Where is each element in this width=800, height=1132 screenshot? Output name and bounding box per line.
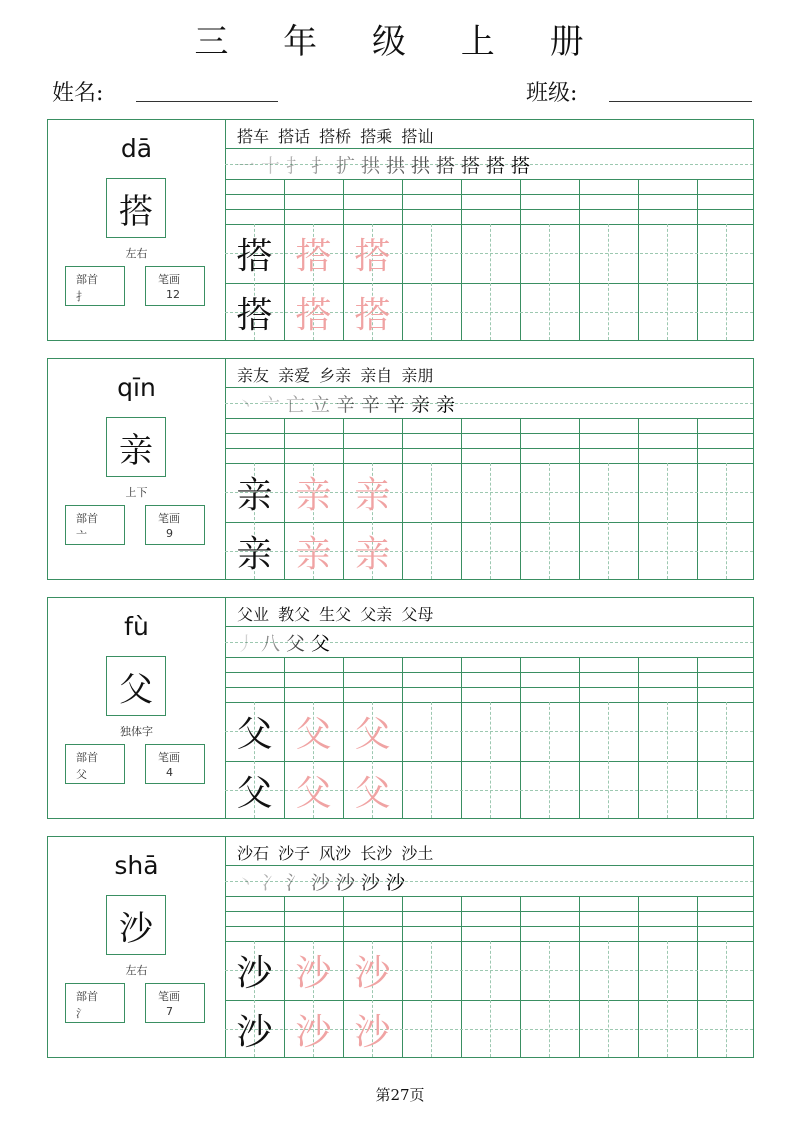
empty-writing-cell[interactable] — [697, 283, 756, 342]
radical-box — [65, 505, 125, 545]
character-info-panel — [48, 120, 226, 340]
stroke-step: 搭 — [460, 155, 480, 177]
class-label: 班级: — [526, 81, 578, 106]
trace-character: 沙 — [354, 1012, 391, 1053]
strokes-value: 7 — [166, 1005, 173, 1018]
empty-writing-cell[interactable] — [638, 1000, 697, 1059]
stroke-step: 搭 — [510, 155, 530, 177]
trace-character: 沙 — [295, 953, 332, 994]
grid-line — [225, 896, 753, 897]
empty-writing-cell[interactable] — [638, 522, 697, 581]
strokes-value: 9 — [166, 527, 173, 540]
stroke-step: 扌 — [310, 155, 330, 177]
structure-text: 左右 — [125, 964, 148, 977]
name-label: 姓名: — [52, 81, 104, 106]
stroke-step: 氵 — [285, 872, 305, 894]
stroke-order-sequence — [233, 393, 458, 417]
empty-writing-cell[interactable] — [697, 522, 756, 581]
structure-text: 上下 — [125, 486, 148, 499]
radical-box — [65, 983, 125, 1023]
empty-writing-cell[interactable] — [638, 224, 697, 283]
stroke-step: 亲 — [410, 394, 430, 416]
pinyin-text: shā — [114, 851, 159, 880]
character-display-box: 亲 — [106, 417, 166, 477]
empty-writing-cell[interactable] — [638, 761, 697, 820]
empty-writing-cell[interactable] — [520, 761, 579, 820]
radical-value: 父 — [76, 768, 87, 781]
grid-line — [225, 926, 753, 927]
stroke-step: 立 — [310, 394, 330, 416]
trace-character: 搭 — [295, 295, 332, 336]
empty-writing-cell[interactable] — [461, 1000, 520, 1059]
page-number: 第27页 — [375, 1086, 425, 1104]
empty-writing-cell[interactable] — [638, 283, 697, 342]
grid-line — [225, 194, 753, 195]
model-character: 亲 — [236, 475, 273, 516]
strokes-label: 笔画 — [158, 273, 180, 286]
radical-box — [65, 744, 125, 784]
model-character: 父 — [236, 714, 273, 755]
stroke-step: 拱 — [385, 155, 405, 177]
model-character: 沙 — [236, 953, 273, 994]
character-block — [47, 836, 754, 1058]
radical-label: 部首 — [76, 990, 98, 1003]
stroke-step: 父 — [310, 633, 330, 655]
grid-line — [225, 672, 753, 673]
structure-text: 独体字 — [120, 725, 153, 738]
practice-area — [225, 598, 753, 818]
stroke-step: 沙 — [335, 872, 355, 894]
empty-writing-cell[interactable] — [697, 463, 756, 522]
empty-writing-cell[interactable] — [461, 463, 520, 522]
stroke-step: 搭 — [485, 155, 505, 177]
character-display-box: 沙 — [106, 895, 166, 955]
stroke-step: 扩 — [335, 155, 355, 177]
stroke-step: 丶 — [235, 394, 255, 416]
page-title: 三 年 级 上 册 — [194, 22, 606, 62]
radical-label: 部首 — [76, 512, 98, 525]
stroke-order-sequence — [233, 871, 408, 895]
empty-writing-cell[interactable] — [520, 941, 579, 1000]
trace-character: 沙 — [295, 1012, 332, 1053]
empty-writing-cell[interactable] — [461, 941, 520, 1000]
name-input-line[interactable] — [136, 101, 278, 102]
trace-character: 父 — [354, 773, 391, 814]
model-character: 亲 — [236, 534, 273, 575]
strokes-label: 笔画 — [158, 751, 180, 764]
character-block — [47, 597, 754, 819]
empty-writing-cell[interactable] — [579, 463, 638, 522]
empty-writing-cell[interactable] — [520, 224, 579, 283]
stroke-step: 辛 — [385, 394, 405, 416]
stroke-step: 沙 — [360, 872, 380, 894]
empty-writing-cell[interactable] — [579, 224, 638, 283]
practice-area — [225, 359, 753, 579]
empty-writing-cell[interactable] — [461, 283, 520, 342]
empty-writing-cell[interactable] — [402, 224, 461, 283]
empty-writing-cell[interactable] — [461, 224, 520, 283]
empty-writing-cell[interactable] — [697, 702, 756, 761]
stroke-step: 辛 — [335, 394, 355, 416]
radical-label: 部首 — [76, 751, 98, 764]
stroke-step: 十 — [260, 155, 280, 177]
grid-line — [225, 387, 753, 388]
stroke-step: 八 — [260, 633, 280, 655]
empty-writing-cell[interactable] — [520, 463, 579, 522]
strokes-value: 4 — [166, 766, 173, 779]
radical-box — [65, 266, 125, 306]
stroke-step: 亠 — [260, 394, 280, 416]
trace-character: 父 — [354, 714, 391, 755]
character-info-panel — [48, 837, 226, 1057]
stroke-step: 冫 — [260, 872, 280, 894]
stroke-step: 父 — [285, 633, 305, 655]
empty-writing-cell[interactable] — [461, 522, 520, 581]
trace-character: 父 — [295, 714, 332, 755]
empty-writing-cell[interactable] — [638, 702, 697, 761]
trace-character: 父 — [295, 773, 332, 814]
pinyin-text: dā — [120, 134, 153, 163]
trace-character: 亲 — [295, 534, 332, 575]
character-info-panel — [48, 598, 226, 818]
empty-writing-cell[interactable] — [579, 283, 638, 342]
character-info-panel — [48, 359, 226, 579]
empty-writing-cell[interactable] — [402, 941, 461, 1000]
trace-character: 亲 — [354, 475, 391, 516]
trace-character: 沙 — [354, 953, 391, 994]
empty-writing-cell[interactable] — [638, 941, 697, 1000]
stroke-step: 拱 — [410, 155, 430, 177]
stroke-step: 丶 — [235, 872, 255, 894]
empty-writing-cell[interactable] — [402, 283, 461, 342]
stroke-order-sequence — [233, 154, 533, 178]
grid-line — [225, 865, 753, 866]
stroke-order-sequence — [233, 632, 333, 656]
stroke-step: 拱 — [360, 155, 380, 177]
stroke-step: 搭 — [435, 155, 455, 177]
model-character: 父 — [236, 773, 273, 814]
empty-writing-cell[interactable] — [520, 522, 579, 581]
grid-line — [225, 911, 753, 912]
character-display-box: 父 — [106, 656, 166, 716]
trace-character: 搭 — [295, 236, 332, 277]
practice-area — [225, 120, 753, 340]
model-character: 搭 — [236, 236, 273, 277]
character-block — [47, 358, 754, 580]
empty-writing-cell[interactable] — [579, 522, 638, 581]
grid-line — [225, 433, 753, 434]
structure-text: 左右 — [125, 247, 148, 260]
trace-character: 亲 — [354, 534, 391, 575]
model-character: 沙 — [236, 1012, 273, 1053]
strokes-value: 12 — [166, 288, 180, 301]
stroke-step: 一 — [235, 155, 255, 177]
grid-line — [225, 148, 753, 149]
stroke-step: 亲 — [435, 394, 455, 416]
radical-value: 亠 — [76, 529, 87, 542]
empty-writing-cell[interactable] — [402, 702, 461, 761]
strokes-label: 笔画 — [158, 990, 180, 1003]
trace-character: 亲 — [295, 475, 332, 516]
empty-writing-cell[interactable] — [579, 941, 638, 1000]
stroke-step: 亡 — [285, 394, 305, 416]
character-block — [47, 119, 754, 341]
empty-writing-cell[interactable] — [697, 1000, 756, 1059]
stroke-step: 沙 — [310, 872, 330, 894]
radical-value: 扌 — [76, 290, 87, 303]
trace-character: 搭 — [354, 236, 391, 277]
empty-writing-cell[interactable] — [461, 761, 520, 820]
grid-line — [225, 209, 753, 210]
stroke-count-box — [145, 744, 205, 784]
empty-writing-cell[interactable] — [520, 1000, 579, 1059]
empty-writing-cell[interactable] — [697, 761, 756, 820]
grid-line — [225, 657, 753, 658]
example-words: 沙石 沙子 风沙 长沙 沙土 — [237, 844, 434, 863]
empty-writing-cell[interactable] — [402, 463, 461, 522]
grid-line — [225, 448, 753, 449]
empty-writing-cell[interactable] — [520, 283, 579, 342]
trace-character: 搭 — [354, 295, 391, 336]
empty-writing-cell[interactable] — [579, 702, 638, 761]
empty-writing-cell[interactable] — [520, 702, 579, 761]
strokes-label: 笔画 — [158, 512, 180, 525]
stroke-count-box — [145, 505, 205, 545]
empty-writing-cell[interactable] — [697, 941, 756, 1000]
stroke-step: 沙 — [385, 872, 405, 894]
empty-writing-cell[interactable] — [402, 761, 461, 820]
empty-writing-cell[interactable] — [402, 522, 461, 581]
class-input-line[interactable] — [609, 101, 752, 102]
grid-line — [225, 626, 753, 627]
radical-label: 部首 — [76, 273, 98, 286]
grid-line — [225, 179, 753, 180]
radical-value: 氵 — [76, 1007, 87, 1020]
empty-writing-cell[interactable] — [402, 1000, 461, 1059]
example-words: 亲友 亲爱 乡亲 亲自 亲朋 — [237, 366, 434, 385]
stroke-count-box — [145, 983, 205, 1023]
pinyin-text: qīn — [117, 373, 156, 402]
empty-writing-cell[interactable] — [579, 1000, 638, 1059]
empty-writing-cell[interactable] — [579, 761, 638, 820]
stroke-step: 扌 — [285, 155, 305, 177]
stroke-count-box — [145, 266, 205, 306]
grid-line — [225, 418, 753, 419]
stroke-step: 辛 — [360, 394, 380, 416]
character-display-box: 搭 — [106, 178, 166, 238]
pinyin-text: fù — [124, 612, 149, 641]
practice-area — [225, 837, 753, 1057]
stroke-step: 丿 — [235, 633, 255, 655]
grid-line — [225, 687, 753, 688]
example-words: 搭车 搭话 搭桥 搭乘 搭讪 — [237, 127, 434, 146]
empty-writing-cell[interactable] — [697, 224, 756, 283]
example-words: 父业 教父 生父 父亲 父母 — [237, 605, 434, 624]
model-character: 搭 — [236, 295, 273, 336]
empty-writing-cell[interactable] — [638, 463, 697, 522]
empty-writing-cell[interactable] — [461, 702, 520, 761]
